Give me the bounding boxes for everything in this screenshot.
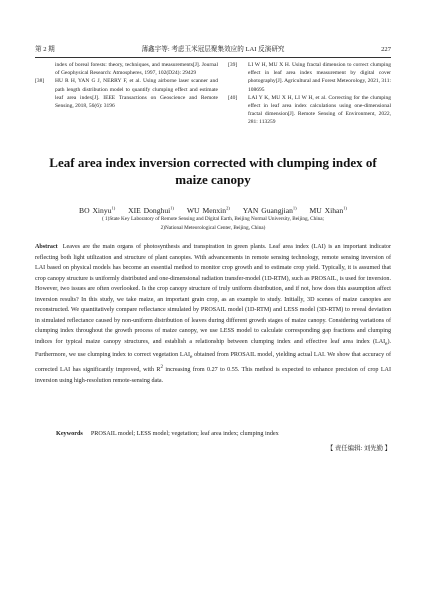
author: [243, 206, 297, 215]
page-number: 227: [381, 46, 391, 53]
abstract-label: Abstract: [35, 244, 58, 250]
paper-title: Leaf area index inversion corrected with clumping index of maize canopy: [49, 155, 377, 187]
responsible-editor-note: 【 责任编辑: 刘先勤 】: [326, 445, 391, 452]
subscript-e: e: [190, 353, 193, 360]
author-affiliation-mark: 1): [343, 205, 347, 210]
author: [187, 206, 230, 215]
author-affiliation-mark: 1): [111, 205, 116, 210]
author-name: XIE Donghui: [128, 205, 171, 215]
reference-number: [39]: [228, 62, 238, 68]
author-list: [35, 203, 391, 216]
reference-text: LAI Y K, MU X H, LI W H, et al. Correcting for the clumping effect in leaf area index calculations using one-dimensional fractal dimension[J]. Remote Sensing of Environment, 2022, 281: 113259: [248, 94, 391, 126]
author: [128, 206, 174, 215]
reference-text: HU R H, YAN G J, NERRY F, et al. Using airborne laser scanner and path length distribution model to quantify clumping effect and estimate leaf area index[J]. IEEE Transactions on Geoscience and Remote Sensing, 2018, 56(6): 3196: [55, 78, 218, 110]
author-name: WU Menxin: [186, 205, 227, 215]
author: [310, 206, 347, 215]
reference-number: [38]: [35, 78, 45, 85]
reference-number: [40]: [228, 94, 238, 101]
header-rule: [35, 57, 391, 58]
author-name: YAN Guangjian: [242, 205, 293, 215]
affiliation-line: 2)National Meteorological Center, Beijing, China): [160, 225, 266, 231]
keywords-label: Keywords: [56, 430, 83, 437]
abstract-text: Leaves are the main organs of photosynthesis and transpiration in green plants. Leaf area index (LAI) is an important indicator reflecting both light utilization and structure of plant canopies. With advancements in remote sensing technology, remote sensing inversion of LAI based on physical models has become an essential method to monitor crop growth and to estimate crop yield. Typically, it is assumed that crop canopy structure is uniformly distributed and one-dimensional radiation transfer-model (1D-RTM), such as PROSAIL, is used for inversion. However, two issues are often overlooked. Is the crop canopy structure of truly uniform distribution, and if not, how does this assumption affect inversion results? In this study, we take maize, an important grain crop, as an example to study. Initially, 3D scenes of maize canopies are reconstructed. We quantitatively compare reflectance simulated by PROSAIL model (1D-RTM) and LESS model (3D-RTM) to reveal deviation in simulated reflectance caused by non-uniform distribution of leaves during different growth stages of maize canopy. Considering variations of clumping index throughout the growth process of maize canopy, we use LESS model to calculate corresponding gap fractions and clumping indices for typical maize canopy structures, and establish a relationship between clumping index and effective leaf area index (LAI: [35, 244, 391, 345]
reference-text: LI W H, MU X H. Using fractal dimension to correct clumping effect in leaf area index measurement by digital cover photography[J]. Agricultural and Forest Meteorology, 2021, 311: 108695: [248, 62, 391, 93]
reference-text: index of boreal forests: theory, techniques, and measurements[J]. Journal of Geophysical Research: Atmospheres, 1997, 102(D24): 29429: [55, 62, 218, 77]
keywords: [56, 429, 279, 439]
running-header: [35, 44, 391, 56]
abstract-text: ). Furthermore, we use clumping index to correct vegetation LAI: [35, 338, 391, 358]
abstract: [35, 242, 391, 387]
references-left-column: [35, 61, 218, 110]
reference-item: [35, 61, 218, 77]
affiliations: [35, 215, 391, 233]
author-affiliation-mark: 1): [170, 205, 174, 210]
abstract-text: obtained from PROSAIL model, yielding actual LAI. We show that accuracy of corrected LAI has significantly improved, with R: [35, 351, 391, 374]
reference-item: [228, 94, 391, 127]
superscript-2: 2: [160, 364, 163, 371]
references-right-column: [228, 61, 391, 127]
abstract-text: increasing from 0.27 to 0.55. This method is expected to enhance precision of crop LAI inversion using high-resolution remote-sensing data.: [35, 367, 391, 385]
author-affiliation-mark: 2): [226, 205, 230, 210]
running-title: 薄鑫宇等: 考虑玉米冠层聚集效应的 LAI 反演研究: [141, 46, 285, 53]
author-affiliation-mark: 1): [292, 205, 297, 210]
reference-item: [35, 77, 218, 110]
author-name: MU Xihan: [309, 205, 344, 215]
issue-number: 第 2 期: [35, 46, 55, 53]
keywords-text: PROSAIL model; LESS model; vegetation; leaf area index; clumping index: [90, 430, 279, 437]
author-name: BO Xinyu: [79, 205, 112, 215]
affiliation-line: ( 1)State Key Laboratory of Remote Sensing and Digital Earth, Beijing Normal University, Beijing, China;: [102, 216, 324, 222]
subscript-e: e: [385, 341, 388, 348]
author: [79, 206, 115, 215]
reference-item: [228, 61, 391, 94]
